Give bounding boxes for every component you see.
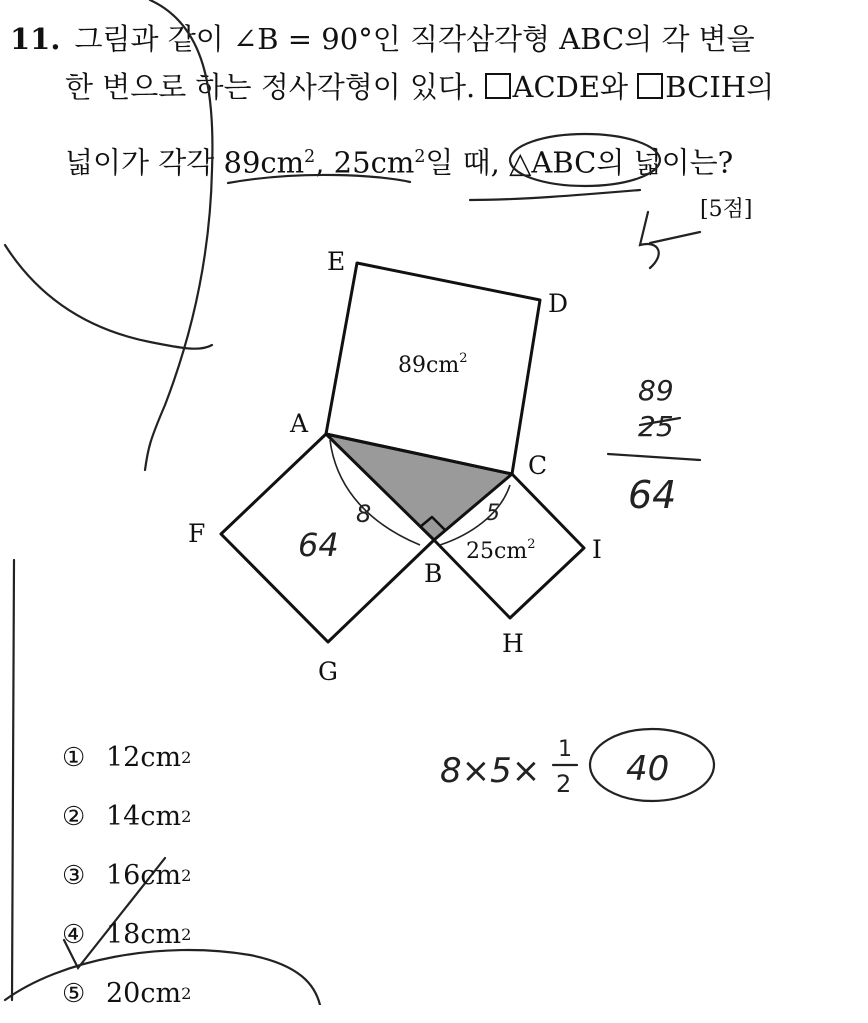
- pen-stroke-left-border: [12, 560, 14, 1000]
- label-e: E: [327, 247, 346, 276]
- question-number: 11.: [10, 22, 61, 56]
- handwritten-ab-length: 8: [356, 500, 372, 528]
- label-a: A: [290, 409, 309, 438]
- choice-value: 18cm: [106, 919, 182, 950]
- choice-value: 12cm: [106, 742, 182, 773]
- area-acde: $89cm^2$: [398, 351, 468, 378]
- problem-text-1: 그림과 같이 ∠B = 90°인 직각삼각형 ABC의 각 변을: [74, 22, 755, 56]
- choice-number: ①: [62, 742, 86, 773]
- square-acde-label: ACDE와: [512, 70, 629, 104]
- handwritten-frac-bottom: 64: [628, 473, 677, 517]
- answer-choices: [62, 728, 191, 1023]
- choice-number: ②: [62, 801, 86, 832]
- choice-value: 16cm: [106, 860, 182, 891]
- label-b: B: [424, 559, 443, 588]
- handwritten-half-den: 2: [556, 770, 572, 798]
- superscript: 2: [414, 147, 426, 167]
- superscript: 2: [181, 866, 192, 885]
- label-f: F: [188, 519, 206, 548]
- square-bcih-label: BCIH의: [665, 70, 775, 104]
- choice-1[interactable]: [62, 728, 191, 787]
- handwritten-half-num: 1: [558, 737, 572, 762]
- choice-number: ④: [62, 919, 86, 950]
- choice-value: 14cm: [106, 801, 182, 832]
- choice-5[interactable]: [62, 964, 191, 1023]
- problem-text-3c: 일 때, △ABC의 넓이는?: [425, 145, 734, 180]
- problem-text-3b: , 25cm: [315, 145, 415, 180]
- label-g: G: [318, 657, 338, 686]
- points-label: [5점]: [700, 197, 753, 222]
- label-h: H: [502, 629, 524, 658]
- problem-text-3a: 넓이가 각각 89cm: [65, 145, 305, 180]
- handwritten-area-abfg: 64: [298, 526, 339, 564]
- handwritten-frac-mid: 25: [638, 410, 674, 443]
- pen-stroke-tail: [470, 190, 640, 200]
- handwritten-answer: 40: [626, 749, 670, 789]
- problem-text-2: 한 변으로 하는 정사각형이 있다.: [65, 70, 476, 104]
- choice-4[interactable]: [62, 905, 191, 964]
- label-d: D: [548, 289, 569, 318]
- choice-number: ③: [62, 860, 86, 891]
- superscript: 2: [181, 807, 192, 826]
- choice-value: 20cm: [106, 978, 182, 1009]
- pen-arrow-mark: [640, 212, 700, 268]
- label-c: C: [528, 451, 548, 480]
- pen-stroke-underline: [228, 175, 410, 183]
- pen-circle-abc: [510, 134, 660, 186]
- fraction-bar: [608, 454, 700, 460]
- choice-number: ⑤: [62, 978, 86, 1009]
- choice-2[interactable]: [62, 787, 191, 846]
- pen-stroke-arc: [145, 0, 212, 470]
- handwritten-calc: 8×5×: [440, 751, 541, 791]
- superscript: 2: [181, 984, 192, 1003]
- superscript: 2: [304, 147, 316, 167]
- area-bcih: $25cm^2$: [466, 537, 536, 564]
- choice-3[interactable]: [62, 846, 191, 905]
- label-i: I: [592, 535, 602, 564]
- pen-stroke-curve: [5, 245, 212, 349]
- superscript: 2: [181, 748, 192, 767]
- handwritten-bc-length: 5: [486, 501, 500, 526]
- superscript: 2: [181, 925, 192, 944]
- handwritten-frac-top: 89: [638, 374, 674, 407]
